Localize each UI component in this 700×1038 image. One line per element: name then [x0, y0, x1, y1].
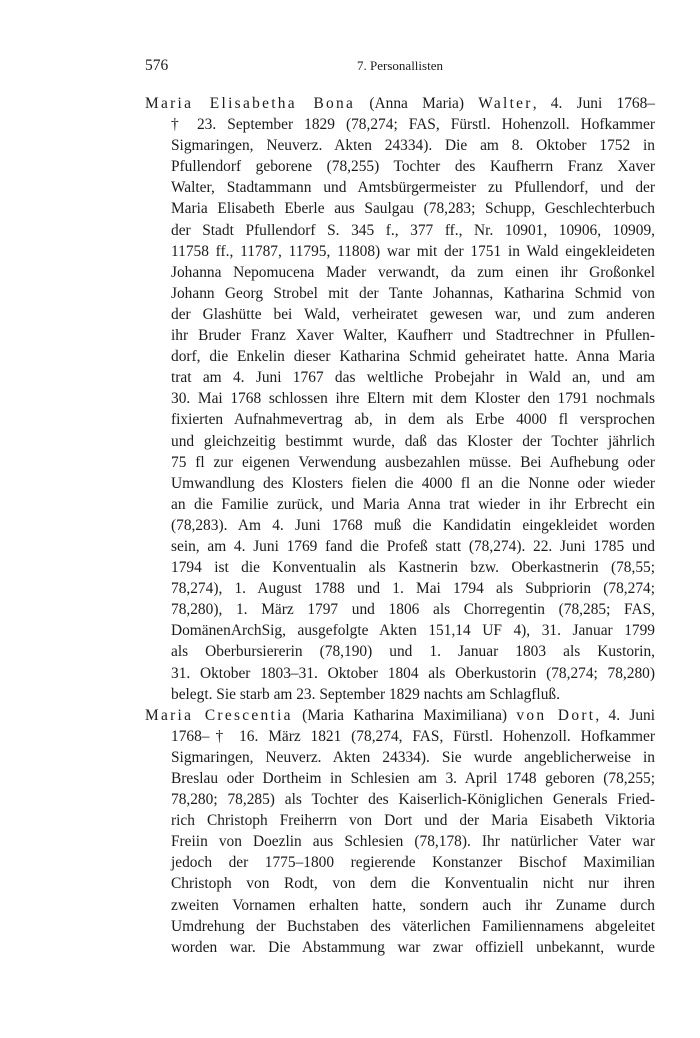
text-line: 78,280), 1. März 1797 und 1806 als Chorregentin (78,285; FAS,: [171, 601, 655, 619]
entry-name-spaced: Maria Crescentia: [145, 706, 293, 724]
entry-surname-spaced: von Dort: [516, 706, 596, 724]
text-line: 1794 ist die Konventualin als Kastnerin bzw. Oberkastnerin (78,55;: [171, 559, 655, 577]
text-line: zweiten Vornamen erhalten hatte, sondern auch ihr Zuname durch: [171, 896, 655, 914]
text-line: und gleichzeitig bestimmt wurde, daß das Kloster der Tochter jährlich: [171, 432, 655, 450]
text-line: Umwandlung des Klosters fielen die 4000 fl an die Nonne oder wieder: [171, 474, 655, 492]
text-line: fixierten Aufnahmevertrag ab, in dem als Erbe 4000 fl versprochen: [171, 411, 655, 429]
page-number: 576: [145, 57, 169, 74]
text-line: worden war. Die Abstammung war zwar offiziell unbekannt, wurde: [171, 938, 655, 956]
text-line: 75 fl zur eigenen Verwendung ausbezahlen müsse. Bei Aufhebung oder: [171, 453, 655, 471]
text-line: 31. Oktober 1803–31. Oktober 1804 als Oberkustorin (78,274; 78,280): [171, 664, 655, 682]
text-line: 11758 ff., 11787, 11795, 11808) war mit der 1751 in Wald eingekleideten: [171, 242, 655, 260]
entry-dates-text: , 4. Juni 1768–: [532, 95, 655, 112]
text-line: 30. Mai 1768 schlossen ihre Eltern mit dem Kloster den 1791 nochmals: [171, 390, 655, 408]
text-line: Freiin von Doezlin aus Schlesien (78,178). Ihr natürlicher Vater war: [171, 833, 655, 851]
text-line: jedoch der 1775–1800 regierende Konstanzer Bischof Maximilian: [171, 854, 655, 872]
text-line: Umdrehung der Buchstaben des väterlichen Familiennamens abgeleitet: [171, 917, 655, 935]
entry-surname-spaced: Walter: [478, 95, 533, 112]
text-line: Walter, Stadtammann und Amtsbürgermeister zu Pfullendorf, und der: [171, 179, 655, 197]
text-line: Johanna Nepomucena Mader verwandt, da zum einen ihr Großonkel: [171, 263, 655, 281]
text-line: Sigmaringen, Neuverz. Akten 24334). Sie wurde angeblicherweise in: [171, 748, 655, 766]
text-line: dorf, die Enkelin dieser Katharina Schmid geheiratet hatte. Anna Maria: [171, 348, 655, 366]
text-line: Pfullendorf geborene (78,255) Tochter des Kaufherrn Franz Xaver: [171, 158, 655, 176]
text-line: Christoph von Rodt, von dem die Konventualin nicht nur ihren: [171, 875, 655, 893]
text-line: † 23. September 1829 (78,274; FAS, Fürstl. Hohenzoll. Hofkammer: [171, 116, 655, 134]
text-line: Johann Georg Strobel mit der Tante Johannas, Katharina Schmid von: [171, 284, 655, 302]
entry-dates-text: , 4. Juni: [595, 706, 655, 724]
text-line: DomänenArchSig, ausgefolgte Akten 151,14 UF 4), 31. Januar 1799: [171, 622, 655, 640]
text-line: belegt. Sie starb am 23. September 1829 nachts am Schlagfluß.: [171, 685, 560, 703]
entry-name-spaced: Maria Elisabetha Bona: [145, 95, 356, 112]
running-head: 7. Personallisten: [357, 58, 443, 73]
text-line: ihr Bruder Franz Xaver Walter, Kaufherr und Stadtrechner in Pfullen-: [171, 327, 655, 345]
text-line: 78,280; 78,285) als Tochter des Kaiserlich-Königlichen Generals Fried-: [171, 791, 655, 809]
entry-name-text: (Anna Maria): [355, 95, 479, 112]
text-line: sein, am 4. Juni 1769 fand die Profeß statt (78,274). 22. Juni 1785 und: [171, 537, 655, 555]
text-line: Maria Elisabeth Eberle aus Saulgau (78,283; Schupp, Geschlechterbuch: [171, 200, 655, 218]
text-line: rich Christoph Freiherrn von Dort und der Maria Eisabeth Viktoria: [171, 812, 655, 830]
text-line: 78,274), 1. August 1788 und 1. Mai 1794 als Subpriorin (78,274;: [171, 580, 655, 598]
text-line: Breslau oder Dortheim in Schlesien am 3. April 1748 geboren (78,255;: [171, 770, 655, 787]
body-text: [145, 93, 655, 958]
text-line: an die Familie zurück, und Maria Anna trat wieder in ihr Erbrecht ein: [171, 495, 655, 513]
entry-heading-line: [145, 705, 655, 726]
text-line: der Stadt Pfullendorf S. 345 f., 377 ff., Nr. 10901, 10906, 10909,: [171, 221, 655, 239]
entry-heading-line: [145, 93, 655, 114]
text-line: der Glashütte bei Wald, verheiratet gewesen war, und zum anderen: [171, 305, 655, 323]
text-line: 1768–† 16. März 1821 (78,274, FAS, Fürstl. Hohenzoll. Hofkammer: [171, 727, 655, 745]
text-line: (78,283). Am 4. Juni 1768 muß die Kandidatin eingekleidet worden: [171, 516, 655, 534]
text-line: trat am 4. Juni 1767 das weltliche Probejahr in Wald an, und am: [171, 369, 655, 387]
text-line: als Oberbursiererin (78,190) und 1. Januar 1803 als Kustorin,: [171, 643, 655, 661]
text-line: Sigmaringen, Neuverz. Akten 24334). Die am 8. Oktober 1752 in: [171, 137, 655, 155]
page-header: [145, 57, 655, 77]
entry-name-text: (Maria Katharina Maximiliana): [292, 706, 517, 724]
